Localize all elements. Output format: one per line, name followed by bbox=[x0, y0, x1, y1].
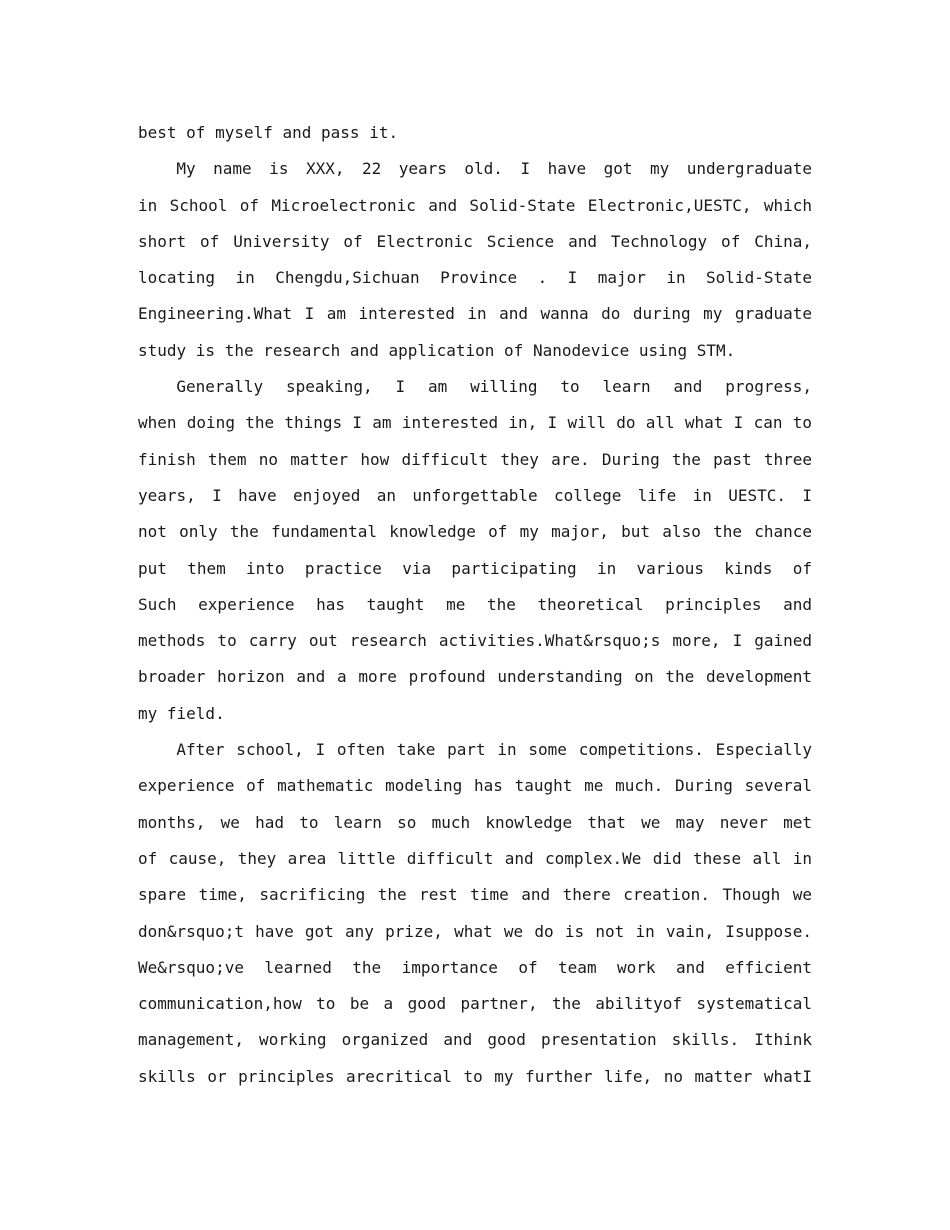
text-line: After school, I often take part in some competitions. Especially bbox=[176, 740, 812, 760]
text-line: Engineering.What I am interested in and wanna do during my graduate bbox=[138, 304, 812, 324]
text-line: when doing the things I am interested in, I will do all what I can to bbox=[138, 413, 812, 433]
text-line: of cause, they area little difficult and complex.We did these all in bbox=[138, 848, 812, 868]
text-line: put them into practice via participating in various kinds of bbox=[138, 558, 812, 578]
text-line: skills or principles arecritical to my further life, no matter whatI bbox=[138, 1066, 812, 1086]
text-line: in School of Microelectronic and Solid-State Electronic,UESTC, which bbox=[138, 195, 812, 215]
text-line: short of University of Electronic Science and Technology of China, bbox=[138, 231, 812, 251]
body-text bbox=[138, 115, 812, 1095]
text-line: months, we had to learn so much knowledge that we may never met bbox=[138, 812, 812, 832]
text-line: broader horizon and a more profound understanding on the development bbox=[138, 667, 812, 687]
text-line: don&rsquo;t have got any prize, what we do is not in vain, Isuppose. bbox=[138, 921, 812, 941]
text-line: We&rsquo;ve learned the importance of team work and efficient bbox=[138, 957, 812, 977]
text-line: not only the fundamental knowledge of my major, but also the chance bbox=[138, 522, 812, 542]
text-line: my field. bbox=[138, 703, 225, 723]
text-line: locating in Chengdu,Sichuan Province . I major in Solid-State bbox=[138, 268, 812, 288]
text-line: Such experience has taught me the theoretical principles and bbox=[138, 594, 812, 614]
text-line: My name is XXX, 22 years old. I have got my undergraduate bbox=[176, 159, 812, 179]
text-line: finish them no matter how difficult they are. During the past three bbox=[138, 449, 812, 469]
text-line: years, I have enjoyed an unforgettable college life in UESTC. I bbox=[138, 485, 812, 505]
text-line: methods to carry out research activities.What&rsquo;s more, I gained bbox=[138, 631, 812, 651]
text-line: experience of mathematic modeling has taught me much. During several bbox=[138, 776, 812, 796]
text-line: study is the research and application of Nanodevice using STM. bbox=[138, 340, 736, 360]
text-line: spare time, sacrificing the rest time and there creation. Though we bbox=[138, 885, 812, 905]
text-line: best of myself and pass it. bbox=[138, 123, 399, 142]
text-line: management, working organized and good presentation skills. Ithink bbox=[138, 1030, 812, 1050]
text-line: Generally speaking, I am willing to learn and progress, bbox=[176, 377, 812, 397]
text-line: communication,how to be a good partner, the abilityof systematical bbox=[138, 994, 812, 1014]
